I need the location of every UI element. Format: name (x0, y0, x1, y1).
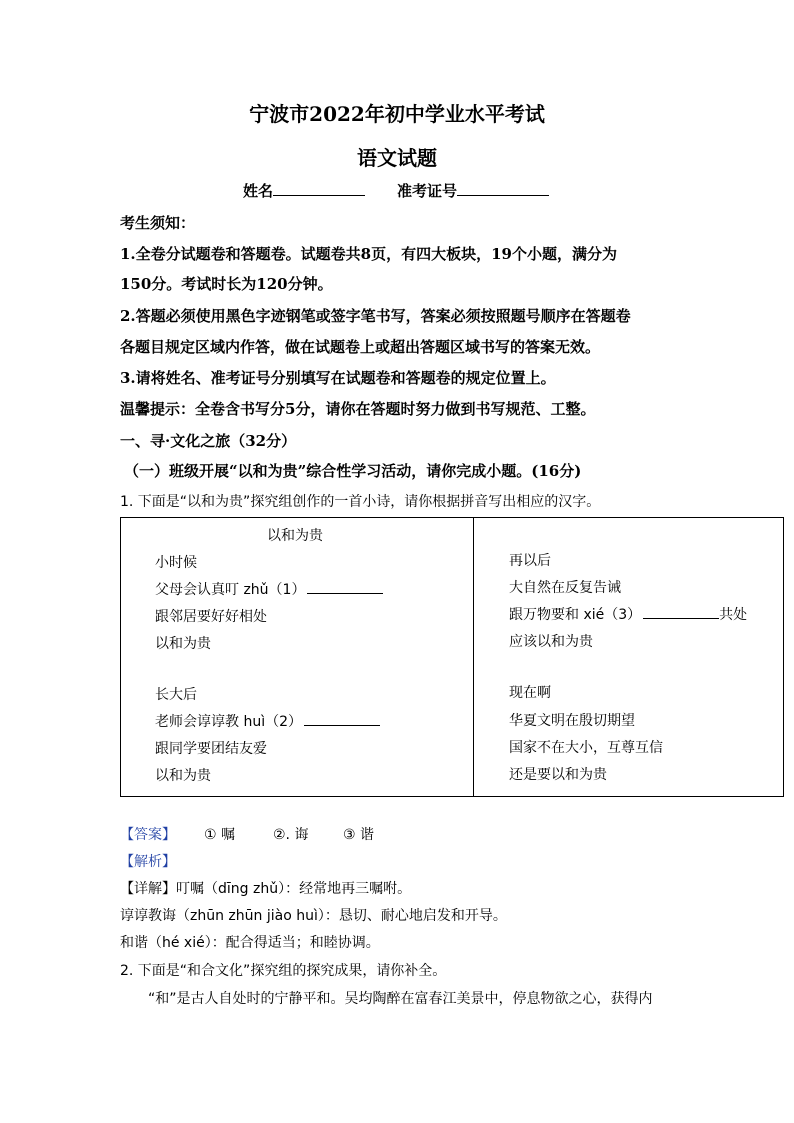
poem-right-line-3 (509, 604, 747, 624)
poem-left-line-8: 以和为贵 (155, 768, 211, 784)
poem-title: 以和为贵 (267, 528, 323, 544)
exam-id-label: 准考证号 (397, 182, 458, 200)
analysis-line-1: 【详解】叮嘱（dīng zhǔ）：经常地再三嘱咐。 (120, 881, 412, 897)
poem-right-line-8: 还是要以和为贵 (509, 767, 607, 783)
poem-right-line-4: 应该以和为贵 (509, 634, 593, 650)
notice-item-2-line-1: 2.答题必须使用黑色字迹钢笔或签字笔书写，答案必须按照题号顺序在答题卷 (120, 307, 631, 325)
exam-title: 宁波市2022年初中学业水平考试 (249, 102, 545, 126)
exam-subtitle: 语文试题 (357, 146, 437, 170)
poem-right-line-2: 大自然在反复告诫 (509, 580, 621, 596)
poem-left-line-6-text: 老师会谆谆教 huì（2） (155, 714, 302, 730)
poem-right-line-3-tail: 共处 (719, 607, 748, 623)
exam-id-blank[interactable] (457, 181, 549, 196)
exam-id-field (397, 180, 549, 201)
question-1-prompt: 1. 下面是“以和为贵”探究组创作的一首小诗，请你根据拼音写出相应的汉字。 (120, 494, 601, 510)
poem-left-line-4: 以和为贵 (155, 636, 211, 652)
poem-left-line-2 (155, 579, 383, 599)
name-field (243, 180, 365, 201)
question-2-paragraph: “和”是古人自处时的宁静平和。吴均陶醉在富春江美景中，停息物欲之心，获得内 (148, 991, 653, 1007)
poem-right-line-3-text: 跟万物要和 xié（3） (509, 607, 642, 623)
answer-2: ②. 诲 (273, 827, 309, 843)
notice-item-1-line-1: 1.全卷分试题卷和答题卷。试题卷共8页，有四大板块，19个小题，满分为 (120, 245, 617, 263)
poem-right-line-6: 华夏文明在殷切期望 (509, 713, 635, 729)
section-1-heading: 一、寻·文化之旅（32分） (120, 432, 297, 450)
analysis-label: 【解析】 (120, 854, 176, 870)
answer-1: ① 嘱 (204, 827, 236, 843)
question-2-prompt: 2. 下面是“和合文化”探究组的探究成果，请你补全。 (120, 963, 447, 979)
answer-blank-1[interactable] (307, 579, 383, 594)
poem-left-line-3: 跟邻居要好好相处 (155, 609, 267, 625)
answer-blank-2[interactable] (304, 711, 380, 726)
writing-tip: 温馨提示：全卷含书写分5分，请你在答题时努力做到书写规范、工整。 (120, 400, 596, 418)
name-blank[interactable] (273, 181, 365, 196)
poem-left-line-2-text: 父母会认真叮 zhǔ（1） (155, 582, 306, 598)
answer-3: ③ 谐 (343, 827, 375, 843)
poem-left-line-6 (155, 711, 380, 731)
poem-table-divider (473, 518, 474, 796)
notice-item-2-line-2: 各题目规定区域内作答，做在试题卷上或超出答题区域书写的答案无效。 (120, 338, 601, 356)
answer-label: 【答案】 (120, 827, 176, 843)
name-label: 姓名 (243, 182, 274, 200)
analysis-line-3: 和谐（hé xié）：配合得适当；和睦协调。 (120, 935, 380, 951)
poem-left-line-5: 长大后 (155, 687, 197, 703)
notice-item-1-line-2: 150分。考试时长为120分钟。 (120, 275, 333, 293)
poem-left-line-7: 跟同学要团结友爱 (155, 741, 267, 757)
poem-right-line-5: 现在啊 (509, 685, 551, 701)
poem-right-line-1: 再以后 (509, 553, 551, 569)
analysis-line-2: 谆谆教诲（zhūn zhūn jiào huì）：恳切、耐心地启发和开导。 (120, 908, 507, 924)
poem-right-line-7: 国家不在大小，互尊互信 (509, 740, 663, 756)
answer-blank-3[interactable] (643, 604, 719, 619)
poem-left-line-1: 小时候 (155, 555, 197, 571)
notice-item-3: 3.请将姓名、准考证号分别填写在试题卷和答题卷的规定位置上。 (120, 369, 556, 387)
section-1-sub-heading: （一）班级开展“以和为贵”综合性学习活动，请你完成小题。(16分) (124, 462, 582, 480)
poem-table (120, 517, 784, 797)
notice-heading: 考生须知： (120, 214, 196, 232)
